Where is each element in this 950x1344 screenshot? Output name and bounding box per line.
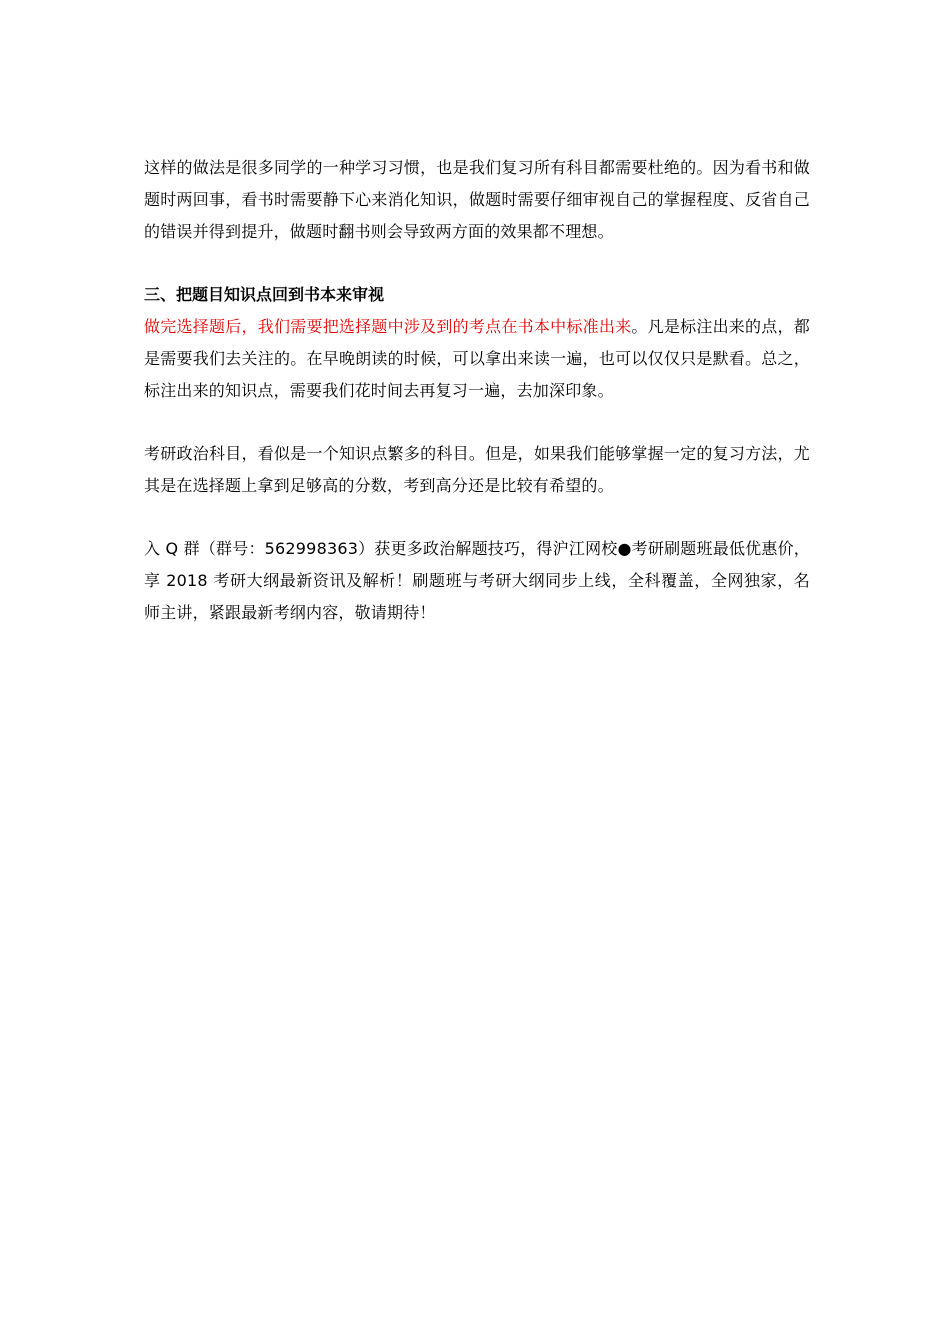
paragraph-text: 。凡是标注出来的点，都是需要我们去关注的。在早晚朗读的时候，可以拿出来读一遍，也可以仅仅只是默看。总之，标注出来的知识点，需要我们花时间去再复习一遍，去加深印象。	[144, 317, 810, 400]
document-body	[144, 152, 810, 629]
paragraph-gap	[144, 248, 810, 279]
paragraph-study-habit: 这样的做法是很多同学的一种学习习惯，也是我们复习所有科目都需要杜绝的。因为看书和做题时两回事，看书时需要静下心来消化知识，做题时需要仔细审视自己的掌握程度、反省自己的错误并得到提升，做题时翻书则会导致两方面的效果都不理想。	[144, 158, 810, 241]
section-heading-3: 三、把题目知识点回到书本来审视	[144, 285, 385, 304]
paragraph-promotion: 入 Q 群（群号：562998363）获更多政治解题技巧，得沪江网校●考研刷题班最低优惠价，享 2018 考研大纲最新资讯及解析！刷题班与考研大纲同步上线，全科覆盖，全网独家，名师主讲，紧跟最新考纲内容，敬请期待！	[144, 539, 810, 622]
paragraph-mark-knowledge-points	[144, 311, 810, 407]
paragraph-conclusion: 考研政治科目，看似是一个知识点繁多的科目。但是，如果我们能够掌握一定的复习方法，尤其是在选择题上拿到足够高的分数，考到高分还是比较有希望的。	[144, 444, 810, 495]
highlighted-text: 做完选择题后，我们需要把选择题中涉及到的考点在书本中标准出来	[144, 317, 632, 336]
paragraph-gap	[144, 502, 810, 533]
paragraph-gap	[144, 407, 810, 438]
